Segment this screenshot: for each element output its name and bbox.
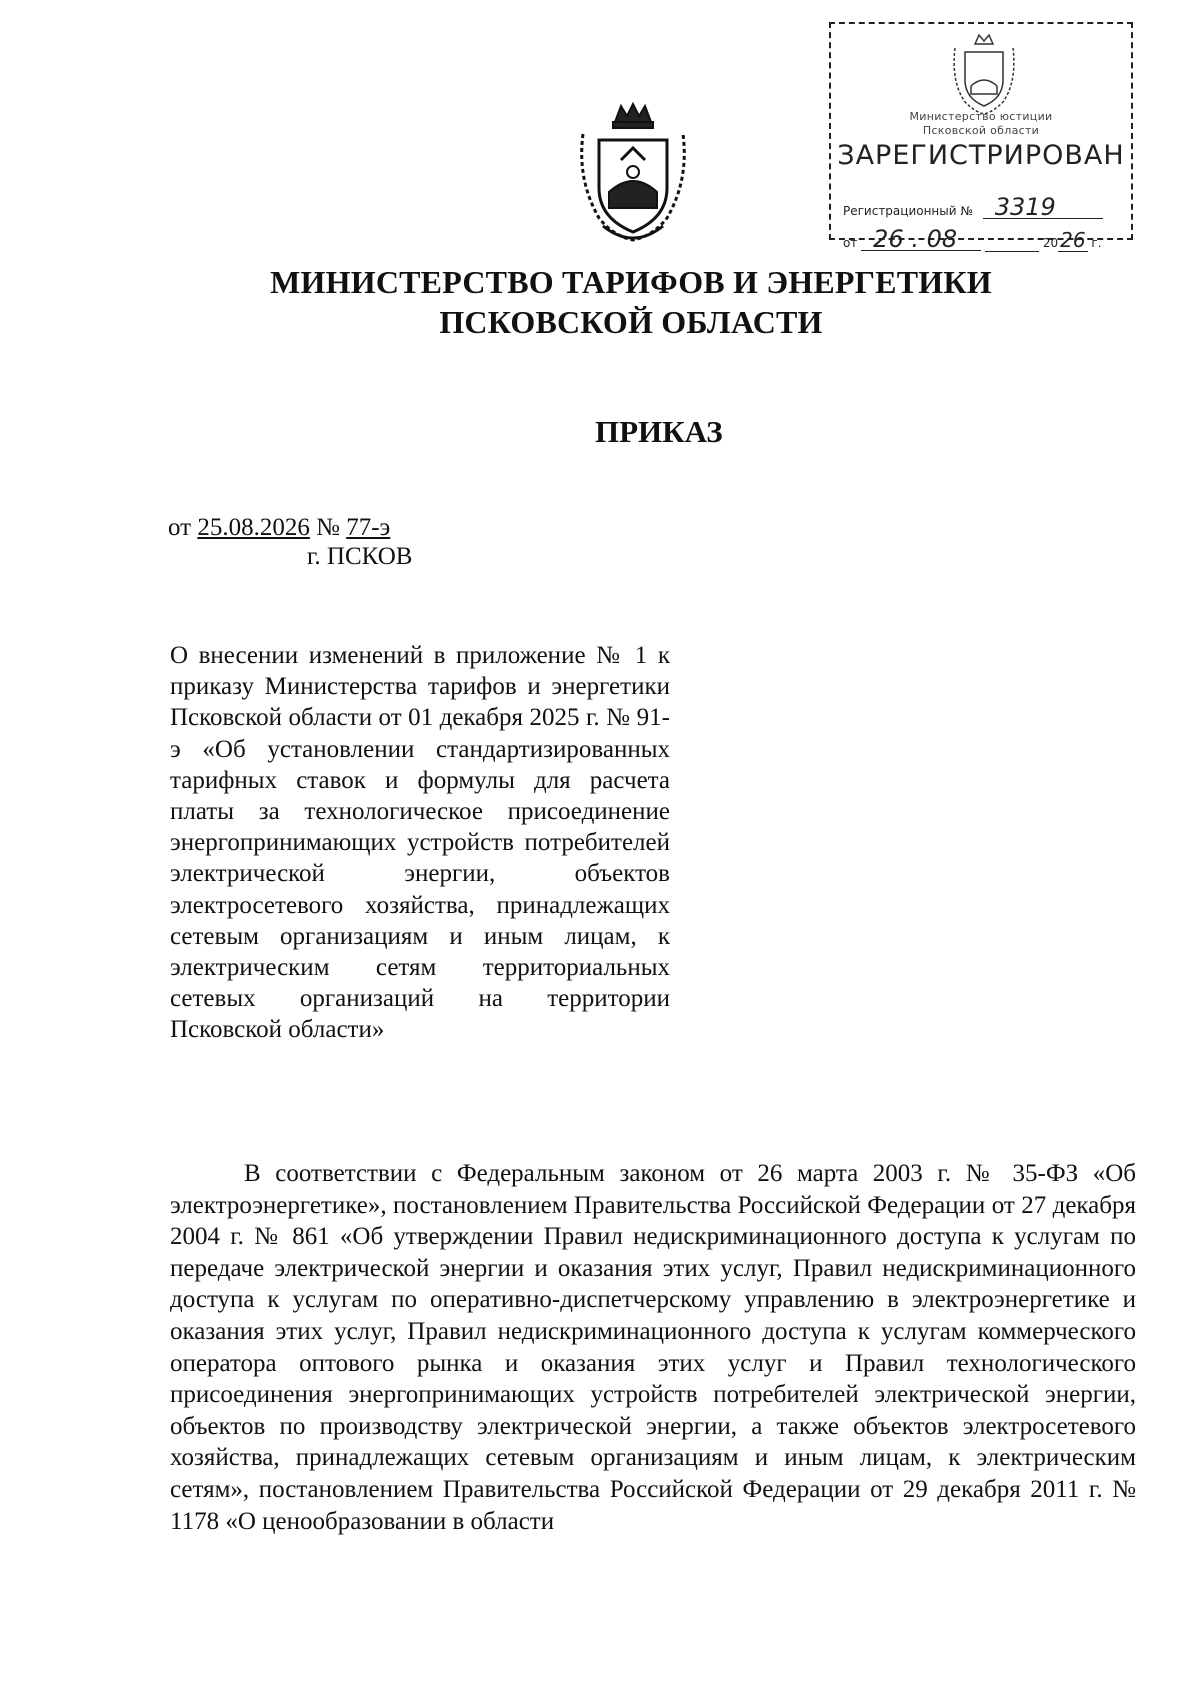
stamp-ministry-line1: Министерство юстиции <box>909 110 1053 123</box>
stamp-ministry-name <box>831 110 1131 138</box>
stamp-date-line <box>985 251 1039 252</box>
stamp-year-unit: г. <box>1091 236 1102 250</box>
order-number: 77-э <box>346 514 391 541</box>
registration-stamp <box>829 22 1133 253</box>
stamp-ministry-line2: Псковской области <box>922 124 1040 137</box>
stamp-year-prefix: 20 <box>1042 236 1059 250</box>
stamp-year: 26 <box>1060 228 1086 252</box>
order-city: г. ПСКОВ <box>307 543 413 570</box>
order-date: 25.08.2026 <box>197 514 310 541</box>
order-date-number <box>168 510 390 546</box>
stamp-date-prefix: от <box>843 236 858 250</box>
stamp-reg-number-row <box>843 193 1121 221</box>
number-sign: № <box>316 514 340 541</box>
ministry-title-line1: МИНИСТЕРСТВО ТАРИФОВ И ЭНЕРГЕТИКИ <box>270 264 992 300</box>
stamp-date-row <box>843 225 1121 253</box>
stamp-reg-number-label: Регистрационный № <box>843 204 973 218</box>
stamp-reg-number: 3319 <box>983 196 1103 219</box>
stamp-date: 26 . 08 <box>861 228 981 251</box>
stamp-emblem-icon <box>949 32 1019 116</box>
document-type: ПРИКАЗ <box>595 414 723 449</box>
date-prefix: от <box>168 514 192 541</box>
ministry-title-line2: ПСКОВСКОЙ ОБЛАСТИ <box>439 304 823 340</box>
order-body-paragraph: В соответствии с Федеральным законом от 26 марта 2003 г. № 35-ФЗ «Об электроэнергетике», постановлением Правительства Российской Федерации от 27 декабря 2004 г. № 861 «Об утверждении Правил недискриминационного доступа к услугам по передаче электрической энергии и оказания этих услуг, Правил недискриминационного доступа к услугам по оперативно-диспетчерскому управлению в электроэнергетике и оказания этих услуг, Правил недискриминационного доступа к услугам коммерческого оператора оптового рынка и оказания этих услуг и Правил технологического присоединения энергопринимающих устройств потребителей электрической энергии, объектов по производству электрической энергии, а также объектов электросетевого хозяйства, принадлежащих сетевым организациям и иным лицам, к электрическим сетям», постановлением Правительства Российской Федерации от 29 декабря 2011 г. № 1178 «О ценообразовании в области <box>170 1160 1136 1535</box>
coat-of-arms-icon <box>573 100 693 250</box>
order-subject: О внесении изменений в приложение № 1 к приказу Министерства тарифов и энергетики Псковской области от 01 декабря 2025 г. № 91-э «Об установлении стандартизированных тарифных ставок и формулы для расчета платы за технологическое присоединение энергопринимающих устройств потребителей электрической энергии, объектов электросетевого хозяйства, принадлежащих сетевым организациям и иным лицам, к электрическим сетям территориальных сетевых организаций на территории Псковской области» <box>170 642 670 1044</box>
ministry-title <box>0 262 1200 342</box>
stamp-registered-label: ЗАРЕГИСТРИРОВАН <box>837 140 1125 171</box>
